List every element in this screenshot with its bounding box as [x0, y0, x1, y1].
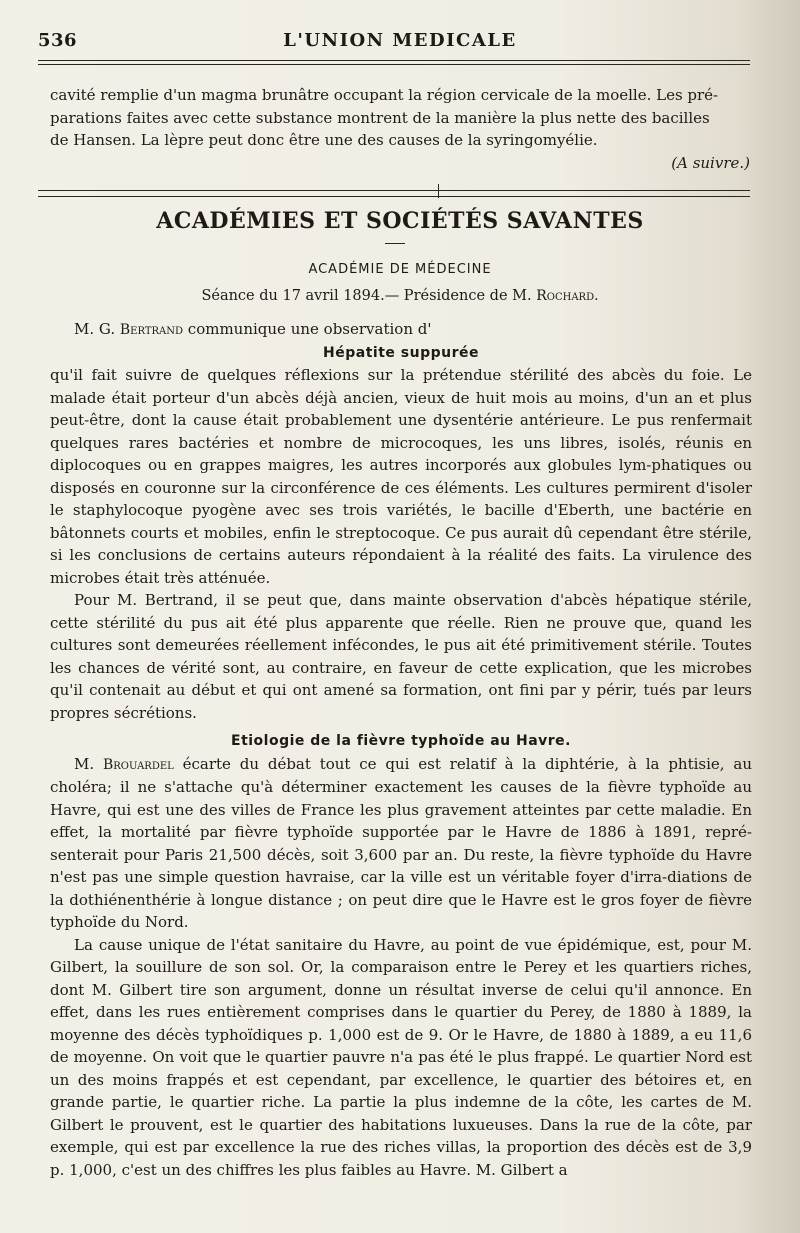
article1-paragraph-2: Pour M. Bertrand, il se peut que, dans mainte observation d'abcès hépatique stérile, cette stérilité du pus ait été plus apparente que réelle. Rien ne prouve que, quand les cultures sont demeurées réellement infécondes, le pus ait été primitivement stérile. Toutes les chances de vérité sont, au contraire, en faveur de cette explication, que les microbes qu'il contenait au début et qui ont amené sa formation, ont fini par y périr, tués par leurs propres sécrétions. — [50, 591, 752, 722]
header-rule — [38, 60, 750, 61]
president-name: Rochard. — [536, 288, 599, 304]
article-hepatite — [50, 318, 752, 1181]
running-title: L'UNION MEDICALE — [283, 30, 517, 51]
article1-paragraph-1: qu'il fait suivre de quelques réflexions sur la prétendue stérilité des abcès du foie. Le malade était porteur d'un abcès déjà ancien, vieux de huit mois au moins, d'un an et plus peut-être, dont la cause était probablement une dysentérie antérieure. Le pus renfermait quelques rares bactéries et nombre de microcoques, les uns libres, isolés, réunis en diplocoques ou en grappes maigres, les autres incorporés aux globules lym-phatiques ou disposés en couronne sur la circonférence de ces éléments. Les cultures permirent d'isoler le staphylocoque pyogène avec ses trois variétés, le bacille d'Eberth, une bactérie en bâtonnets courts et mobiles, enfin le streptocoque. Ce pus aurait dû cependant être stérile, si les conclusions de certains auteurs répondaient à la réalité des faits. La virulence des microbes était très atténuée. — [50, 366, 752, 587]
article2-paragraph-2: La cause unique de l'état sanitaire du Havre, au point de vue épidémique, est, pour M. Gilbert, la souillure de son sol. Or, la comparaison entre le Perey et les quartiers riches, dont M. Gilbert tire son argument, donne un résultat inverse de celui qu'il annonce. En effet, dans les rues entièrement comprises dans le quartier du Perey, de 1880 à 1889, la moyenne des décès typhoïdiques p. 1,000 est de 9. Or le Havre, de 1880 à 1889, a eu 11,6 de moyenne. On voit que le quartier pauvre n'a pas été le plus frappé. Le quartier Nord est un des moins frappés et est cependant, par excellence, le quartier des bétoires et, en grande partie, le quartier riche. La partie la plus indemne de la côte, les cartes de M. Gilbert le prouvent, est le quartier des habitations luxueuses. Dans la rue de la côte, par exemple, qui est par excellence la rue des riches villas, la proportion des décès est de 3,9 p. 1,000, c'est un des chiffres les plus faibles au Havre. M. Gilbert a — [50, 935, 752, 1179]
page-number: 536 — [38, 30, 78, 51]
article2-title: Etiologie de la fièvre typhoïde au Havre. — [231, 733, 571, 749]
article1-intro-prefix: M. G. — [74, 320, 120, 338]
subsection-title: ACADÉMIE DE MÉDECINE — [308, 262, 492, 277]
section-separator — [38, 190, 750, 197]
article1-intro — [50, 318, 752, 342]
author-bertrand: Bertrand — [119, 322, 184, 338]
article2-paragraph-1 — [50, 753, 752, 934]
article1-intro-suffix: communique une observation d' — [183, 320, 432, 338]
seance-date: Séance du 17 avril 1894.— Présidence de M. — [201, 288, 537, 304]
article2-prefix: M. — [74, 754, 103, 773]
section-title-rule — [385, 243, 405, 244]
intro-block — [50, 84, 752, 174]
to-be-continued: (A suivre.) — [671, 153, 750, 172]
article2-para1-text: écarte du débat tout ce qui est relatif à la diphtérie, à la phtisie, au choléra; il ne s'attache qu'à déterminer exactement les causes de la fièvre typhoïde au Havre, qui est une des villes de France les plus gravement atteintes par cette maladie. En effet, la mortalité par fièvre typhoïde supportée par le Havre de 1886 à 1891, repré-senterait pour Paris 21,500 décès, soit 3,600 par an. Du reste, la fièvre typhoïde du Havre n'est pas une simple question havraise, car la ville est un véritable foyer d'irra-diations de la dothiénenthérie à longue distance ; on peut dire que le Havre est le gros foyer de fièvre typhoïde du Nord. — [50, 754, 752, 931]
intro-line: cavité remplie d'un magma brunâtre occupant la région cervicale de la moelle. Les pré- — [50, 86, 719, 104]
intro-line: parations faites avec cette substance montrent de la manière la plus nette des bacilles — [50, 108, 710, 127]
separator-tick — [438, 184, 439, 198]
author-brouardel: Brouardel — [102, 756, 174, 773]
article1-title: Hépatite suppurée — [323, 344, 479, 361]
intro-line: de Hansen. La lèpre peut donc être une des causes de la syringomyélie. — [50, 131, 598, 149]
header-rule-thin — [38, 64, 750, 65]
section-title: ACADÉMIES ET SOCIÉTÉS SAVANTES — [156, 208, 644, 234]
seance-line — [0, 288, 800, 304]
